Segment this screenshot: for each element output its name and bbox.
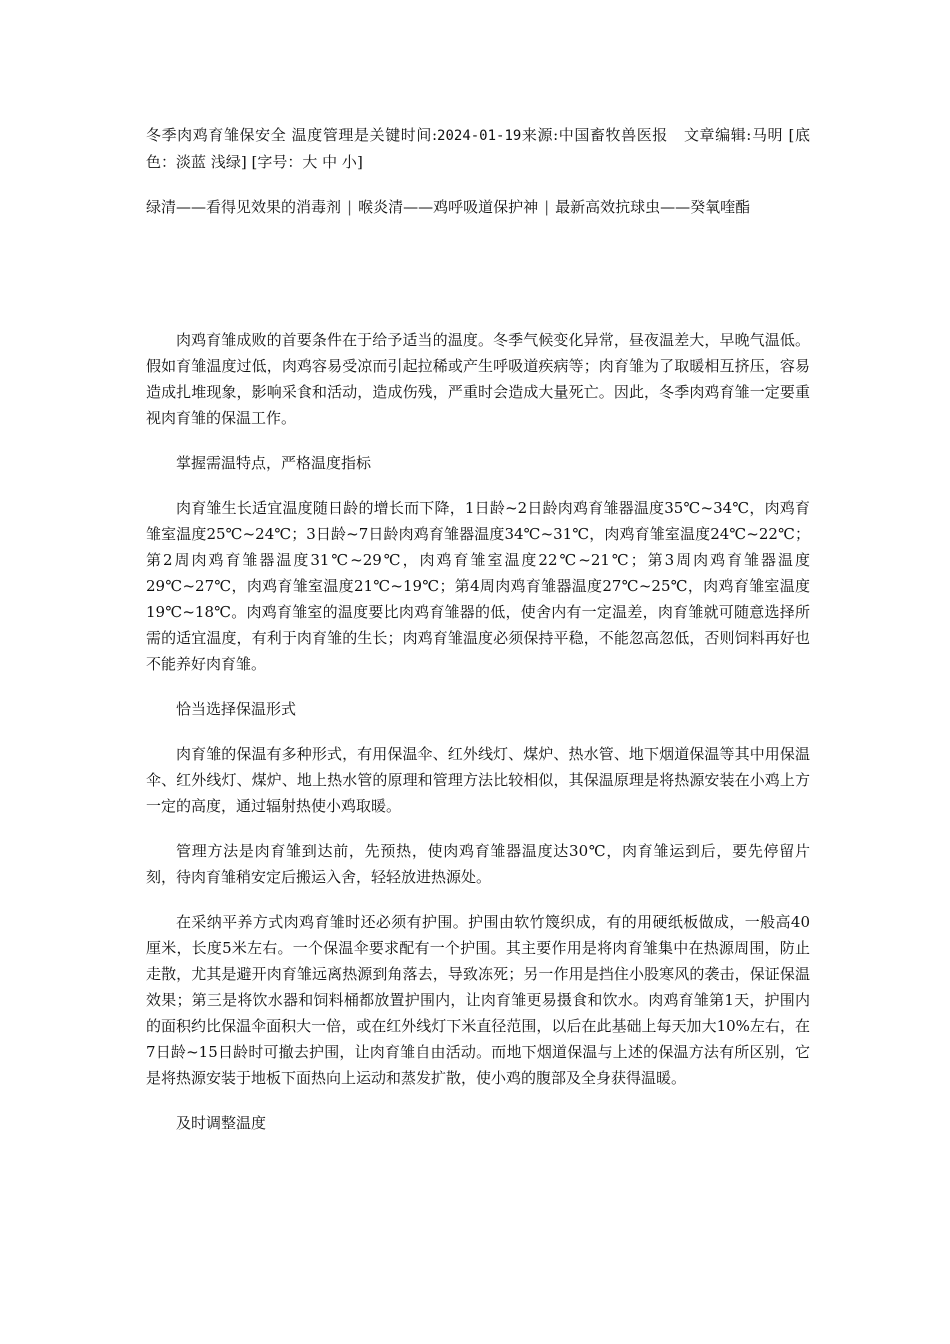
bg-option-light-green[interactable]: 浅绿: [210, 153, 241, 171]
section-heading-1: 掌握需温特点，严格温度指标: [176, 454, 372, 472]
link-separator: |: [347, 198, 353, 216]
article-title: 冬季肉鸡育雏保安全 温度管理是关键: [146, 126, 401, 144]
related-links: [146, 194, 810, 220]
source-value: 中国畜牧兽医报: [558, 126, 668, 144]
bg-close-bracket: ]: [240, 153, 247, 171]
font-size-label: [字号：: [251, 153, 303, 171]
related-link-disinfectant[interactable]: 绿清——看得见效果的消毒剂: [146, 198, 342, 216]
section-heading-3: 及时调整温度: [176, 1114, 267, 1132]
related-link-respiratory[interactable]: 喉炎清——鸡呼吸道保护神: [358, 198, 539, 216]
editor-value: 马明: [751, 126, 784, 144]
font-size-small[interactable]: 小: [341, 153, 357, 171]
font-close-bracket: ]: [356, 153, 363, 171]
font-size-large[interactable]: 大: [302, 153, 318, 171]
source-label: 来源:: [521, 126, 559, 144]
section-heading-2: 恰当选择保温形式: [176, 700, 297, 718]
editor-label: 文章编辑:: [683, 126, 752, 144]
blank-area: [146, 220, 810, 327]
article-page: [146, 122, 810, 1136]
bg-option-light-blue[interactable]: 淡蓝: [176, 153, 207, 171]
section-paragraph-1: 肉育雏生长适宜温度随日龄的增长而下降，1日龄~2日龄肉鸡育雏器温度35℃~34℃，肉鸡育雏室温度25℃~24℃；3日龄~7日龄肉鸡育雏器温度34℃~31℃，肉鸡育雏室温度24℃~22℃；第2周肉鸡育雏器温度31℃~29℃，肉鸡育雏室温度22℃~21℃；第3周肉鸡育雏器温度29℃~27℃，肉鸡育雏室温度21℃~19℃；第4周肉鸡育雏器温度27℃~25℃，肉鸡育雏室温度19℃~18℃。肉鸡育雏室的温度要比肉鸡育雏器的低，使舍内有一定温差，肉育雏就可随意选择所需的适宜温度，有利于肉育雏的生长；肉鸡育雏温度必须保持平稳，不能忽高忽低，否则饲料再好也不能养好肉育雏。: [146, 499, 810, 673]
section-paragraph-4: 在采纳平养方式肉鸡育雏时还必须有护围。护围由软竹篾织成，有的用硬纸板做成，一般高40厘米，长度5米左右。一个保温伞要求配有一个护围。其主要作用是将肉育雏集中在热源周围，防止走散，尤其是避开肉育雏远离热源到角落去，导致冻死；另一作用是挡住小股寒风的袭击，保证保温效果；第三是将饮水器和饲料桶都放置护围内，让肉育雏更易摄食和饮水。肉鸡育雏第1天，护围内的面积约比保温伞面积大一倍，或在红外线灯下米直径范围，以后在此基础上每天加大10%左右，在7日龄~15日龄时可撤去护围，让肉育雏自由活动。而地下烟道保温与上述的保温方法有所区别，它是将热源安装于地板下面热向上运动和蒸发扩散，使小鸡的腹部及全身获得温暖。: [146, 913, 810, 1087]
article-header: [146, 122, 810, 175]
time-label: 时间:: [400, 126, 438, 144]
article-intro: 肉鸡育雏成败的首要条件在于给予适当的温度。冬季气候变化异常，昼夜温差大，早晚气温低。假如育雏温度过低，肉鸡容易受凉而引起拉稀或产生呼吸道疾病等；肉育雏为了取暖相互挤压，容易造成扎堆现象，影响采食和活动，造成伤残，严重时会造成大量死亡。因此，冬季肉鸡育雏一定要重视肉育雏的保温工作。: [146, 331, 810, 427]
section-paragraph-3: 管理方法是肉育雏到达前，先预热，使肉鸡育雏器温度达30℃，肉育雏运到后，要先停留片刻，待肉育雏稍安定后搬运入舍，轻轻放进热源处。: [146, 842, 810, 886]
section-paragraph-2: 肉育雏的保温有多种形式，有用保温伞、红外线灯、煤炉、热水管、地下烟道保温等其中用保温伞、红外线灯、煤炉、地上热水管的原理和管理方法比较相似，其保温原理是将热源安装在小鸡上方一定的高度，通过辐射热使小鸡取暖。: [146, 745, 810, 815]
related-link-anticoccidial[interactable]: 最新高效抗球虫——癸氧喹酯: [555, 198, 751, 216]
bg-color-label: [底色：: [146, 126, 810, 171]
link-separator: |: [544, 198, 550, 216]
font-size-medium[interactable]: 中: [322, 153, 338, 171]
time-value: 2024-01-19: [437, 128, 522, 144]
